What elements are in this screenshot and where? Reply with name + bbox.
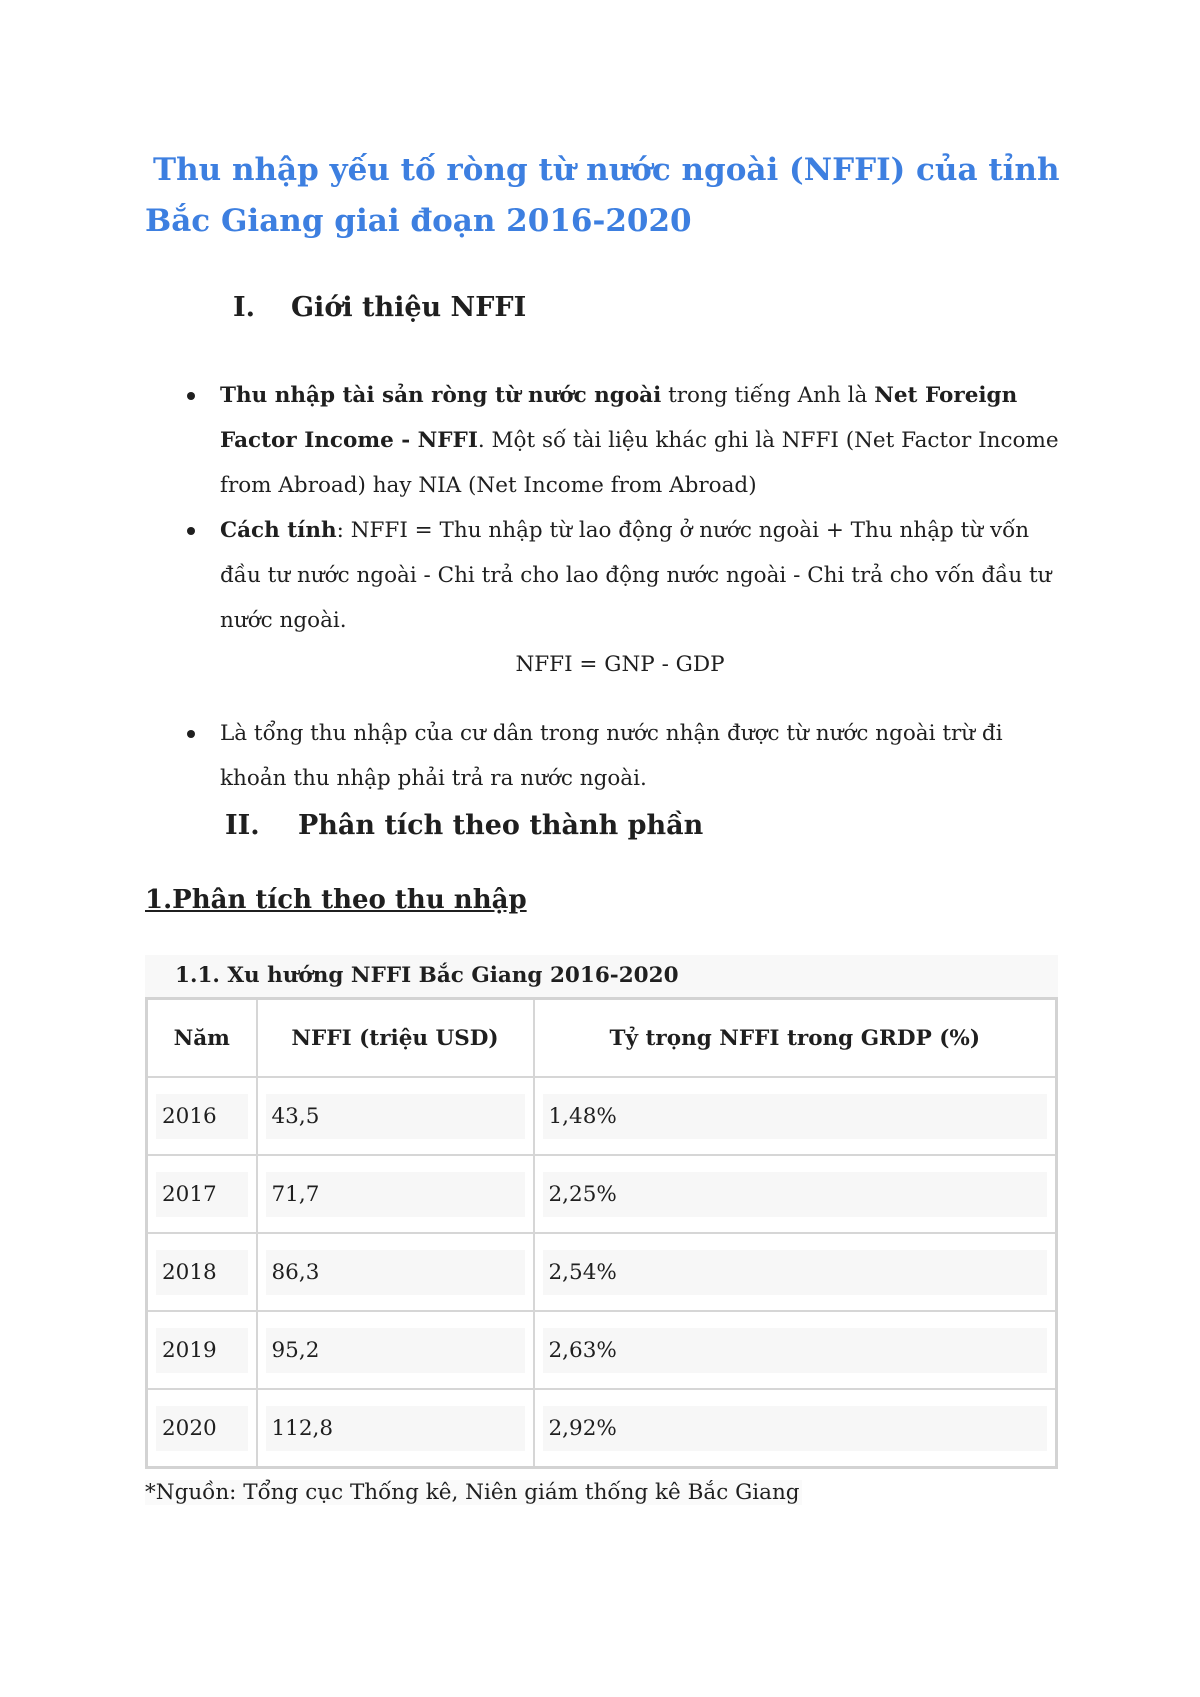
table-cell: 1,48%: [534, 1077, 1057, 1155]
body-text: . Một số tài liệu khác ghi là NFFI (Net Factor Income from Abroad) hay NIA (Net Income from Abroad): [220, 428, 1059, 498]
table-row: [147, 1077, 1057, 1155]
table-row: [147, 1389, 1057, 1468]
table-cell: 86,3: [257, 1233, 534, 1311]
table-cell: 2,54%: [534, 1233, 1057, 1311]
source-note: *Nguồn: Tổng cục Thống kê, Niên giám thống kê Bắc Giang: [145, 1480, 800, 1505]
table-cell: 2020: [147, 1389, 257, 1468]
table-cell: 2,92%: [534, 1389, 1057, 1468]
list-item: [180, 373, 1070, 508]
table-row: [147, 1155, 1057, 1233]
table-cell: 95,2: [257, 1311, 534, 1389]
table-cell: 2,63%: [534, 1311, 1057, 1389]
section-2-heading: [225, 808, 703, 844]
list-item: [180, 508, 1070, 643]
formula: NFFI = GNP - GDP: [515, 652, 725, 677]
title-line-2: Bắc Giang giai đoạn 2016-2020: [145, 203, 692, 239]
table-cell: 2017: [147, 1155, 257, 1233]
section-1-numeral: I.: [233, 292, 256, 323]
body-text: trong tiếng Anh là: [661, 383, 875, 408]
section-2-numeral: II.: [225, 810, 260, 841]
section-2-title: Phân tích theo thành phần: [298, 810, 704, 841]
body-text: : NFFI = Thu nhập từ lao động ở nước ngoài + Thu nhập từ vốn đầu tư nước ngoài - Chi trả cho lao động nước ngoài - Chi trả cho vốn đầu tư nước ngoài.: [220, 518, 1052, 633]
table-cell: 2016: [147, 1077, 257, 1155]
table-cell: 2019: [147, 1311, 257, 1389]
table-container: [145, 955, 1058, 1469]
table-row: [147, 1311, 1057, 1389]
column-header: Tỷ trọng NFFI trong GRDP (%): [534, 999, 1057, 1078]
table-row: [147, 1233, 1057, 1311]
intro-bullet-list-2: [180, 711, 1070, 801]
body-text: Là tổng thu nhập của cư dân trong nước nhận được từ nước ngoài trừ đi khoản thu nhập phải trả ra nước ngoài.: [220, 721, 1003, 791]
bold-term: Net Foreign Factor Income - NFFI: [220, 383, 1018, 453]
section-1-heading: [233, 290, 526, 326]
bold-term: Thu nhập tài sản ròng từ nước ngoài: [220, 383, 662, 408]
title-line-1: Thu nhập yếu tố ròng từ nước ngoài (NFFI) của tỉnh: [153, 152, 1060, 188]
section-1-title: Giới thiệu NFFI: [291, 292, 527, 323]
table-cell: 112,8: [257, 1389, 534, 1468]
column-header: Năm: [147, 999, 257, 1078]
list-item: [180, 711, 1070, 801]
table-caption: 1.1. Xu hướng NFFI Bắc Giang 2016-2020: [145, 955, 1058, 997]
bullet-icon: [187, 527, 195, 535]
table-cell: 2018: [147, 1233, 257, 1311]
table-header-row: [147, 999, 1057, 1078]
bullet-icon: [187, 392, 195, 400]
table-cell: 71,7: [257, 1155, 534, 1233]
subsection-heading: 1.Phân tích theo thu nhập: [145, 885, 527, 915]
column-header: NFFI (triệu USD): [257, 999, 534, 1078]
intro-bullet-list: [180, 373, 1070, 643]
nffi-table: [145, 997, 1058, 1469]
table-cell: 43,5: [257, 1077, 534, 1155]
table-cell: 2,25%: [534, 1155, 1057, 1233]
document-title: [145, 145, 1060, 247]
bullet-icon: [187, 730, 195, 738]
bold-term: Cách tính: [220, 518, 337, 543]
